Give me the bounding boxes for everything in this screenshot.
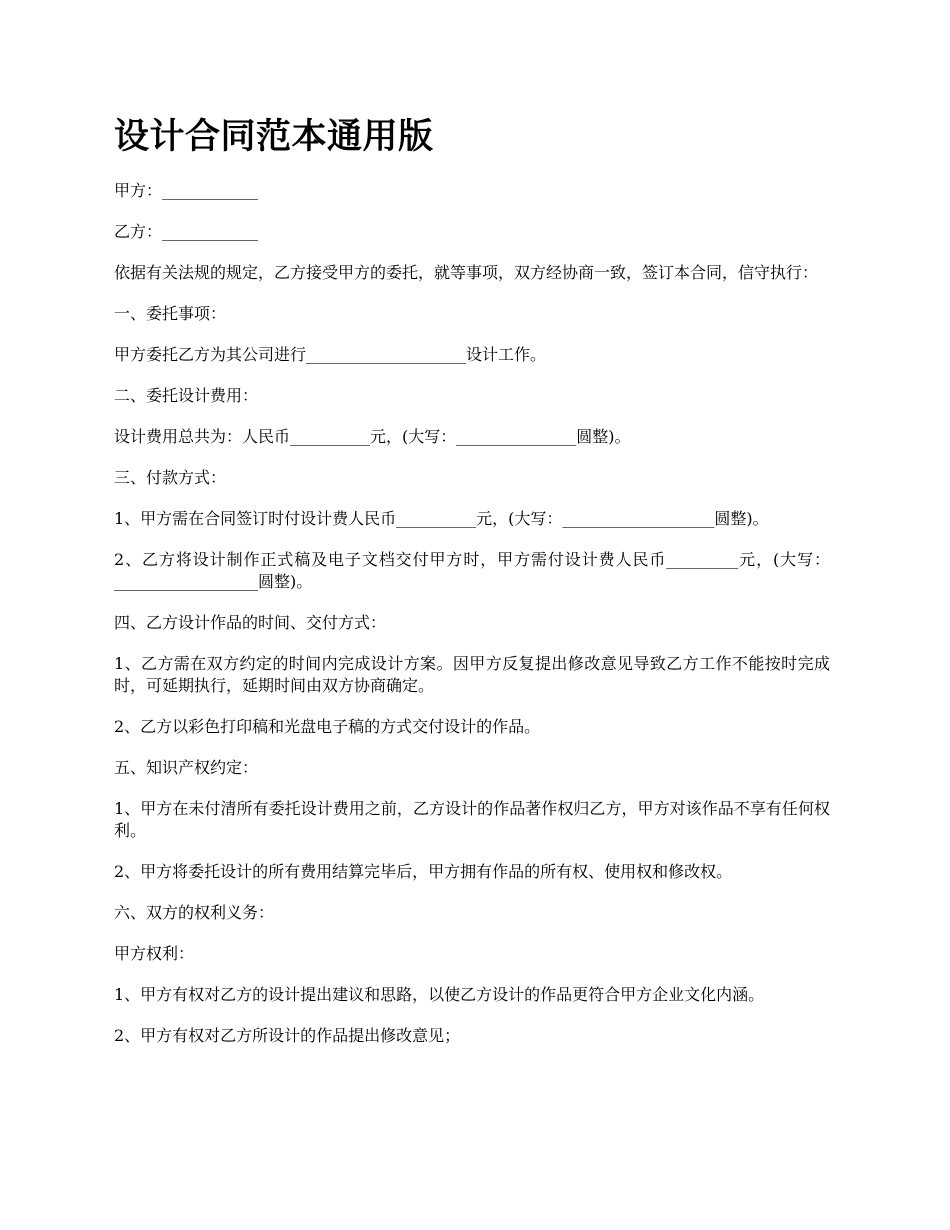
- section-heading-2: 二、委托设计费用：: [114, 386, 259, 405]
- paragraph-rights-1: 1、甲方有权对乙方的设计提出建议和思路，以使乙方设计的作品更符合甲方企业文化内涵。: [114, 985, 765, 1004]
- party-a-line: 甲方：____________: [114, 181, 259, 200]
- document-title: 设计合同范本通用版: [114, 116, 434, 157]
- section-heading-6: 六、双方的权利义务：: [114, 903, 275, 922]
- section-heading-1: 一、委托事项：: [114, 304, 227, 323]
- section-heading-4: 四、乙方设计作品的时间、交付方式：: [114, 613, 387, 632]
- paragraph-payment-1: 1、甲方需在合同签订时付设计费人民币__________元，(大写：___________________圆整)。: [114, 509, 769, 528]
- paragraph-total-fee: 设计费用总共为：人民币__________元，(大写：_______________圆整)。: [114, 427, 631, 446]
- paragraph-ip-1: 1、甲方在未付清所有委托设计费用之前，乙方设计的作品著作权归乙方，甲方对该作品不享有任何权利。: [114, 799, 830, 840]
- paragraph-rights-2: 2、甲方有权对乙方所设计的作品提出修改意见；: [114, 1026, 461, 1045]
- paragraph-payment-2: 2、乙方将设计制作正式稿及电子文档交付甲方时，甲方需付设计费人民币_________元，(大写：__________________圆整)。: [114, 550, 830, 591]
- section-heading-5: 五、知识产权约定：: [114, 758, 259, 777]
- party-b-line: 乙方：____________: [114, 222, 259, 241]
- preamble-paragraph: 依据有关法规的规定，乙方接受甲方的委托，就等事项，双方经协商一致，签订本合同，信守执行：: [114, 263, 819, 282]
- paragraph-ip-2: 2、甲方将委托设计的所有费用结算完毕后，甲方拥有作品的所有权、使用权和修改权。: [114, 862, 733, 881]
- document-body: [114, 180, 830, 1066]
- subheading-party-a-rights: 甲方权利：: [114, 944, 195, 963]
- paragraph-delivery-1: 1、乙方需在双方约定的时间内完成设计方案。因甲方反复提出修改意见导致乙方工作不能按时完成时，可延期执行，延期时间由双方协商确定。: [114, 654, 830, 695]
- section-heading-3: 三、付款方式：: [114, 468, 227, 487]
- paragraph-delivery-2: 2、乙方以彩色打印稿和光盘电子稿的方式交付设计的作品。: [114, 717, 541, 736]
- paragraph-commission: 甲方委托乙方为其公司进行____________________设计工作。: [114, 345, 547, 364]
